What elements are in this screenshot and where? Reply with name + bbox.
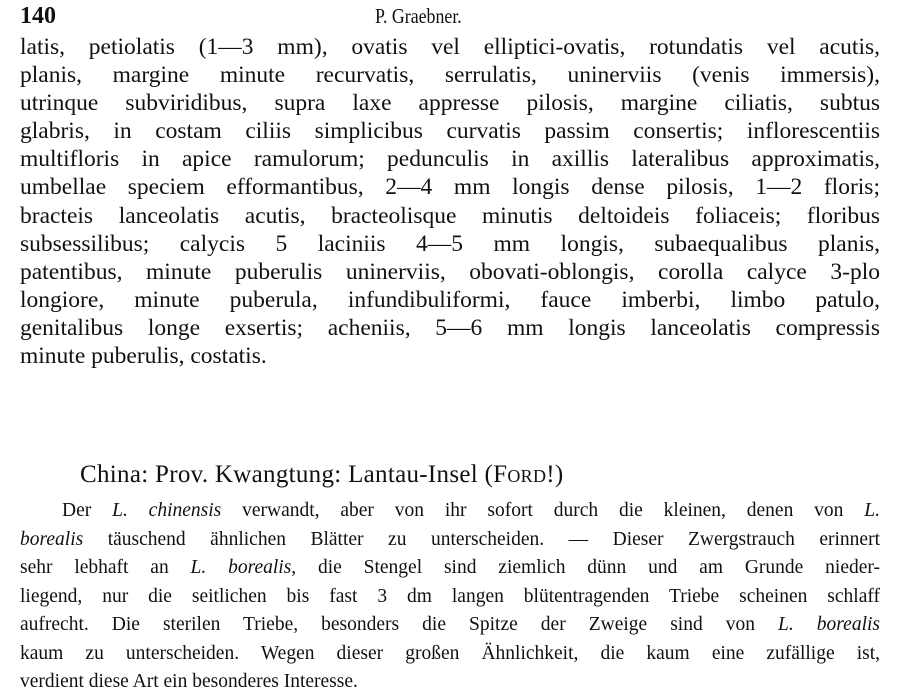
text-segment: täuschend ähnlichen Blätter zu unterscheiden. — Dieser Zwergstrauch erinnert bbox=[83, 528, 880, 550]
description-line: latis, petiolatis (1—3 mm), ovatis vel elliptici-ovatis, rotundatis vel acutis, bbox=[20, 34, 880, 60]
description-line: planis, margine minute recurvatis, serrulatis, uninerviis (venis immersis), bbox=[20, 62, 880, 89]
text-segment: !) bbox=[546, 461, 564, 488]
text-segment: , die Stengel sind ziemlich dünn und am Grunde nieder- bbox=[291, 557, 880, 578]
text-segment: verwandt, aber von ihr sofort durch die kleinen, denen von bbox=[221, 500, 865, 521]
note-line bbox=[20, 583, 880, 612]
note-line bbox=[20, 640, 880, 669]
description-line: patentibus, minute puberulis uninerviis, obovati-oblongis, corolla calyce 3-plo bbox=[20, 258, 880, 285]
description-line: longiore, minute puberula, infundibuliformi, fauce imberbi, limbo patulo, bbox=[20, 286, 880, 313]
text-segment: liegend, nur die seitlichen bis fast 3 dm langen blütentragenden Triebe scheinen schlaff bbox=[20, 585, 880, 607]
description-line: multifloris in apice ramulorum; pedunculis in axillis lateralibus approximatis, bbox=[20, 146, 880, 173]
description-line: minute puberulis, costatis. bbox=[20, 343, 267, 370]
description-line: umbellae speciem efformantibus, 2—4 mm longis dense pilosis, 1—2 floris; bbox=[20, 174, 880, 201]
discussion-paragraph bbox=[20, 497, 880, 697]
collector-name: Ford bbox=[493, 461, 547, 488]
species-description bbox=[20, 33, 880, 370]
taxon-name: L. borealis bbox=[778, 614, 880, 635]
description-line: utrinque subviridibus, supra laxe appresse pilosis, margine ciliatis, subtus bbox=[20, 90, 880, 117]
note-line bbox=[20, 668, 880, 697]
text-segment: aufrecht. Die sterilen Triebe, besonders die Spitze der Zweige sind von bbox=[20, 614, 779, 635]
note-line bbox=[20, 497, 880, 526]
text-segment: sehr lebhaft an bbox=[20, 557, 191, 578]
taxon-name: L. borealis bbox=[190, 557, 292, 578]
description-line: genitalibus longe exsertis; acheniis, 5—6 mm longis lanceolatis compressis bbox=[20, 314, 880, 341]
description-line: bracteis lanceolatis acutis, bracteolisque minutis deltoideis foliaceis; floribus bbox=[20, 202, 880, 229]
running-title: P. Graebner. bbox=[375, 4, 462, 28]
taxon-name: L. bbox=[864, 500, 881, 521]
note-line bbox=[20, 611, 880, 640]
description-line: glabris, in costam ciliis simplicibus curvatis passim consertis; inflorescentiis bbox=[20, 118, 880, 145]
page-number: 140 bbox=[20, 3, 56, 29]
text-segment: kaum zu unterscheiden. Wegen dieser großen Ähnlichkeit, die kaum eine zufällige ist, bbox=[20, 642, 880, 664]
note-line bbox=[20, 526, 880, 555]
text-segment: Der bbox=[62, 500, 113, 521]
taxon-name: borealis bbox=[20, 528, 84, 550]
description-line: subsessilibus; calycis 5 laciniis 4—5 mm longis, subaequalibus planis, bbox=[20, 230, 880, 257]
text-segment: verdient diese Art ein besonderes Interesse. bbox=[20, 671, 358, 692]
taxon-name: L. chinensis bbox=[112, 500, 222, 521]
note-line bbox=[20, 554, 880, 583]
locality-line bbox=[80, 459, 564, 491]
text-segment: China: Prov. Kwangtung: Lantau-Insel ( bbox=[80, 461, 494, 488]
